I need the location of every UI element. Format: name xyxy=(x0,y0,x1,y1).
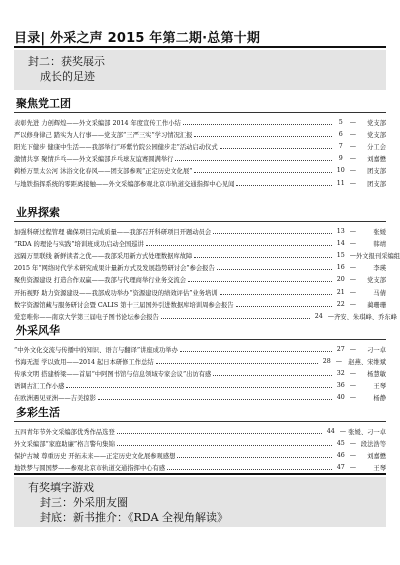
section-party xyxy=(14,96,386,189)
toc-entry[interactable]: 聚焦资源建设 打造合作双赢——我部与代理商举行业务交流会 20 — 党支部 xyxy=(14,276,386,285)
toc-entry[interactable]: 与地铁指挥系统的零距离接触——外文采编部参观北京市轨道交通指挥中心见闻 11 — 团支部 xyxy=(14,179,386,188)
crossword-label: 有奖填字游戏 xyxy=(28,481,94,494)
toc-entry[interactable]: 爱恋唯你——南京大学第三届电子图书论坛参会报告 24 — 齐安、朱琪峰、乔东峰 xyxy=(14,312,397,321)
bottom-block xyxy=(14,477,386,527)
toc-entry[interactable]: 激情共享 聚情乒乓——外文采编部乒乓球友谊赛圆满举行 9 — 刘嘉懋 xyxy=(14,155,386,164)
toc-entry[interactable]: 严以修身律己 踏实为人行事——党支部“三严三实”学习情况汇报 6 — 党支部 xyxy=(14,130,386,139)
section-title: 业界探索 xyxy=(16,206,60,219)
section-industry xyxy=(14,205,400,323)
toc-entry[interactable]: 开拓视野 助力资源建设——我部成功举办“资源建设的绩效评估”业务培训 21 — 马倩 xyxy=(14,288,386,297)
toc-entry[interactable]: 在欧洲遇见亚洲——吉美掠影 40 — 杨静 xyxy=(14,394,386,403)
toc-entry[interactable]: 保护古城 尊重历史 开拓未来——正定历史文化展参观感想 46 — 刘嘉懋 xyxy=(14,451,386,460)
toc-entry[interactable]: 外文采编部“家庭助廉”格言警句集锦 45 — 段法浩等 xyxy=(14,439,386,448)
back-cover-label: 封底：新书推介：《RDA 全视角解读》 xyxy=(40,511,229,524)
toc-entry[interactable]: 地铁梦与圆国梦——参观北京市轨道交通指挥中心有感 47 — 王琴 xyxy=(14,464,386,473)
cover2-label: 封二：获奖展示 xyxy=(28,55,105,68)
toc-entry[interactable]: 书海无涯 学以致用——2014 起日本研修工作总结 28 — 赵燕、宋维斌 xyxy=(14,357,386,366)
section-rule xyxy=(14,339,386,340)
cover3-label: 封三：外采朋友圈 xyxy=(40,496,128,509)
toc-entry[interactable]: 2015 年“网络时代学术研究成果计量新方式及发展趋势研讨会”参会报告 16 — 李瑛 xyxy=(14,264,386,273)
toc-entry[interactable]: 加强科研过程管理 确保项目完成质量——我部召开科研项目开题动员会 13 — 张媛 xyxy=(14,227,386,236)
section-overseas xyxy=(14,323,386,404)
section-title: 多彩生活 xyxy=(16,406,60,419)
section-title: 外采风华 xyxy=(16,324,60,337)
toc-entry[interactable]: “RDA 的理论与实践”培训班成功启动全国巡讲 14 — 韩靖 xyxy=(14,239,386,248)
toc-entry[interactable]: 语调古汇工作小感 36 — 王琴 xyxy=(14,382,386,391)
section-rule xyxy=(14,221,386,222)
section-rule xyxy=(14,421,386,422)
title-rule xyxy=(14,46,386,48)
toc-entry[interactable]: 五四青年节外文采编部优秀作品选登 44 — 张媛、刁一卓 xyxy=(14,427,386,436)
section-title: 聚焦党工团 xyxy=(16,97,71,110)
toc-entry[interactable]: “中外文化交流与传播中的知识、语言与翻译”讲座成功举办 27 — 刁一卓 xyxy=(14,345,386,354)
toc-entry[interactable]: 鹈桥万里太公河 沐浴文化春风——团支部参观“正定历史文化展” 10 — 团支部 xyxy=(14,167,386,176)
page-title: 目录| 外采之声 2015 年第二期·总第十期 xyxy=(14,31,261,46)
toc-entry[interactable]: 数字资源馆藏与服务研讨会暨 CALIS 第十三届国外引进数据库培训周参会报告 22 — 蔺珊珊 xyxy=(14,300,386,309)
section-life xyxy=(14,405,386,474)
toc-entry[interactable]: 表彰先进 力创辉煌——外文采编部 2014 年度宣传工作小结 5 — 党支部 xyxy=(14,118,386,127)
toc-entry[interactable]: 远隔万里联线 新鲜读者之优——我部采用新方式处理数据库故障 15 — 外文报刊采编组 xyxy=(14,251,400,260)
bottom-rule xyxy=(14,473,386,475)
cover2-block xyxy=(14,50,386,90)
section-rule xyxy=(14,112,386,113)
toc-entry[interactable]: 传承文明 搭建桥梁——首届“中阿图书馆与信息领域专家会议”出访有感 32 — 杨慧敏 xyxy=(14,369,386,378)
cover2-sub: 成长的足迹 xyxy=(40,70,95,83)
toc-entry[interactable]: 阳光下健步 健康中生活——我部举行“环紫竹院公园健步走”活动启动仪式 7 — 分工会 xyxy=(14,142,386,151)
